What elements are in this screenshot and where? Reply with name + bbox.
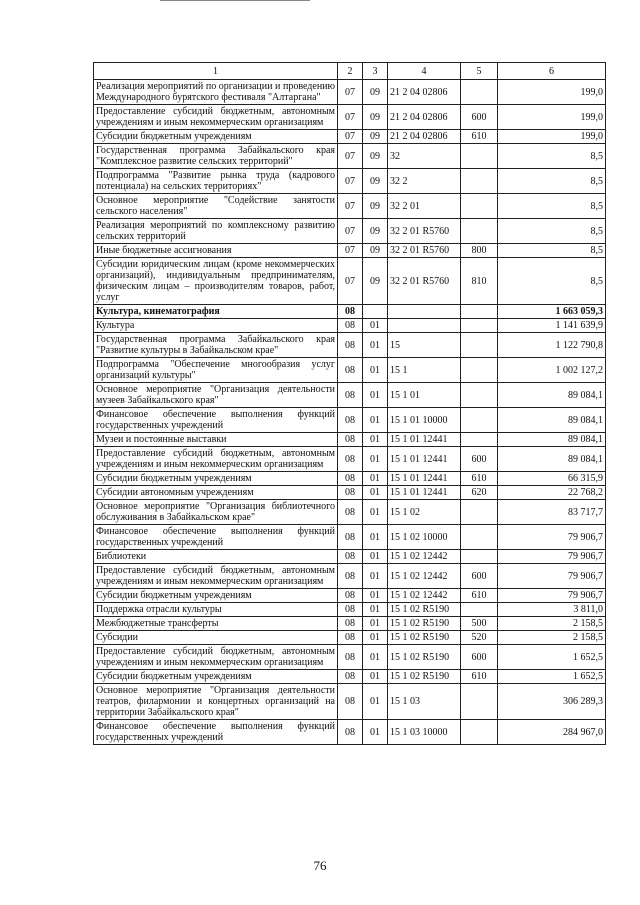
table-row (94, 219, 606, 244)
row-subsection: 01 (363, 486, 388, 500)
row-subsection (363, 305, 388, 319)
row-expense-type: 610 (461, 589, 498, 603)
row-subsection: 01 (363, 670, 388, 684)
table-row (94, 105, 606, 130)
row-amount: 3 811,0 (498, 603, 606, 617)
table-row (94, 486, 606, 500)
row-expense-type: 600 (461, 564, 498, 589)
row-target-code: 15 1 02 R5190 (388, 670, 461, 684)
row-name: Субсидии бюджетным учреждениям (94, 589, 338, 603)
row-name: Иные бюджетные ассигнования (94, 244, 338, 258)
row-target-code: 15 1 (388, 358, 461, 383)
row-name: Межбюджетные трансферты (94, 617, 338, 631)
row-name: Субсидии юридическим лицам (кроме некоммерческих организаций), индивидуальным предпринимателям, физическим лицам – производителям товаров, работ, услуг (94, 258, 338, 305)
table-row (94, 720, 606, 745)
row-target-code: 15 1 01 10000 (388, 408, 461, 433)
row-target-code: 15 1 02 10000 (388, 525, 461, 550)
row-amount: 2 158,5 (498, 631, 606, 645)
row-name: Субсидии бюджетным учреждениям (94, 472, 338, 486)
row-amount: 79 906,7 (498, 525, 606, 550)
table-row (94, 80, 606, 105)
row-expense-type: 600 (461, 645, 498, 670)
row-subsection: 09 (363, 258, 388, 305)
row-amount: 1 652,5 (498, 670, 606, 684)
table-row (94, 447, 606, 472)
row-section: 08 (338, 720, 363, 745)
header-col-2: 2 (338, 63, 363, 80)
row-expense-type: 610 (461, 472, 498, 486)
header-col-3: 3 (363, 63, 388, 80)
row-target-code: 15 1 01 12441 (388, 472, 461, 486)
row-target-code: 15 1 02 12442 (388, 550, 461, 564)
row-section: 08 (338, 305, 363, 319)
row-subsection: 09 (363, 194, 388, 219)
row-name: Библиотеки (94, 550, 338, 564)
row-subsection: 01 (363, 383, 388, 408)
row-expense-type: 520 (461, 631, 498, 645)
row-name: Финансовое обеспечение выполнения функций государственных учреждений (94, 408, 338, 433)
row-amount: 199,0 (498, 105, 606, 130)
row-name: Финансовое обеспечение выполнения функций государственных учреждений (94, 525, 338, 550)
row-amount: 199,0 (498, 130, 606, 144)
row-target-code: 15 1 01 12441 (388, 433, 461, 447)
row-expense-type: 800 (461, 244, 498, 258)
row-section: 08 (338, 564, 363, 589)
row-name: Музеи и постоянные выставки (94, 433, 338, 447)
row-target-code: 21 2 04 02806 (388, 130, 461, 144)
row-section: 07 (338, 130, 363, 144)
row-subsection: 09 (363, 219, 388, 244)
header-col-4: 4 (388, 63, 461, 80)
row-expense-type: 810 (461, 258, 498, 305)
table-row (94, 144, 606, 169)
row-target-code: 32 2 (388, 169, 461, 194)
row-expense-type (461, 500, 498, 525)
row-target-code: 15 1 03 10000 (388, 720, 461, 745)
row-amount: 79 906,7 (498, 564, 606, 589)
row-section: 08 (338, 645, 363, 670)
row-section: 07 (338, 80, 363, 105)
table-row (94, 319, 606, 333)
row-subsection: 01 (363, 358, 388, 383)
row-amount: 1 141 639,9 (498, 319, 606, 333)
row-section: 08 (338, 525, 363, 550)
row-target-code: 15 1 01 (388, 383, 461, 408)
row-section: 08 (338, 500, 363, 525)
row-amount: 1 122 790,8 (498, 333, 606, 358)
row-subsection: 01 (363, 617, 388, 631)
row-target-code (388, 305, 461, 319)
row-target-code: 32 2 01 R5760 (388, 258, 461, 305)
row-section: 07 (338, 144, 363, 169)
row-amount: 199,0 (498, 80, 606, 105)
row-name: Предоставление субсидий бюджетным, автономным учреждениям и иным некоммерческим организациям (94, 105, 338, 130)
row-name: Реализация мероприятий по организации и проведению Международного бурятского фестиваля "Алтаргана" (94, 80, 338, 105)
row-subsection: 01 (363, 684, 388, 720)
row-target-code: 15 1 02 12442 (388, 589, 461, 603)
row-target-code: 32 2 01 R5760 (388, 219, 461, 244)
row-section: 08 (338, 447, 363, 472)
table-row (94, 305, 606, 319)
row-name: Подпрограмма "Развитие рынка труда (кадрового потенциала) на сельских территориях" (94, 169, 338, 194)
row-amount: 8,5 (498, 244, 606, 258)
row-amount: 79 906,7 (498, 589, 606, 603)
row-target-code: 15 1 01 12441 (388, 447, 461, 472)
row-target-code: 15 1 02 12442 (388, 564, 461, 589)
row-target-code: 15 1 02 R5190 (388, 617, 461, 631)
table-row (94, 603, 606, 617)
row-expense-type (461, 383, 498, 408)
row-subsection: 09 (363, 130, 388, 144)
row-amount: 89 084,1 (498, 408, 606, 433)
row-name: Основное мероприятие "Организация деятельности музеев Забайкальского края" (94, 383, 338, 408)
row-name: Субсидии бюджетным учреждениям (94, 130, 338, 144)
row-section: 07 (338, 169, 363, 194)
header-row (94, 63, 606, 80)
row-name: Предоставление субсидий бюджетным, автономным учреждениям и иным некоммерческим организациям (94, 447, 338, 472)
row-subsection: 01 (363, 645, 388, 670)
page-number: 76 (313, 858, 327, 873)
row-name: Субсидии бюджетным учреждениям (94, 670, 338, 684)
row-subsection: 01 (363, 319, 388, 333)
row-section: 08 (338, 589, 363, 603)
table-row (94, 130, 606, 144)
row-subsection: 01 (363, 472, 388, 486)
row-section: 08 (338, 358, 363, 383)
row-section: 08 (338, 670, 363, 684)
row-target-code: 15 1 02 R5190 (388, 645, 461, 670)
row-amount: 8,5 (498, 258, 606, 305)
row-target-code: 21 2 04 02806 (388, 80, 461, 105)
table-row (94, 472, 606, 486)
row-section: 08 (338, 319, 363, 333)
row-section: 08 (338, 550, 363, 564)
table-row (94, 550, 606, 564)
row-name: Субсидии (94, 631, 338, 645)
row-name: Культура, кинематография (94, 305, 338, 319)
row-amount: 306 289,3 (498, 684, 606, 720)
row-target-code: 32 2 01 R5760 (388, 244, 461, 258)
row-name: Поддержка отрасли культуры (94, 603, 338, 617)
row-expense-type: 600 (461, 447, 498, 472)
table-row (94, 684, 606, 720)
table-body (94, 80, 606, 745)
row-section: 07 (338, 194, 363, 219)
row-target-code: 21 2 04 02806 (388, 105, 461, 130)
row-subsection: 01 (363, 333, 388, 358)
table-row (94, 333, 606, 358)
row-subsection: 01 (363, 433, 388, 447)
row-subsection: 09 (363, 105, 388, 130)
row-subsection: 01 (363, 564, 388, 589)
row-amount: 89 084,1 (498, 447, 606, 472)
row-target-code: 15 1 01 12441 (388, 486, 461, 500)
table-row (94, 244, 606, 258)
table-row (94, 525, 606, 550)
row-target-code: 15 1 02 (388, 500, 461, 525)
row-expense-type (461, 305, 498, 319)
row-amount: 79 906,7 (498, 550, 606, 564)
row-name: Основное мероприятие "Содействие занятости сельского населения" (94, 194, 338, 219)
row-subsection: 09 (363, 144, 388, 169)
row-subsection: 01 (363, 631, 388, 645)
table-row (94, 670, 606, 684)
row-name: Субсидии автономным учреждениям (94, 486, 338, 500)
row-subsection: 01 (363, 550, 388, 564)
row-expense-type: 620 (461, 486, 498, 500)
row-expense-type (461, 333, 498, 358)
table-row (94, 383, 606, 408)
row-name: Подпрограмма "Обеспечение многообразия услуг организаций культуры" (94, 358, 338, 383)
row-amount: 2 158,5 (498, 617, 606, 631)
row-expense-type (461, 525, 498, 550)
table-row (94, 564, 606, 589)
table-row (94, 500, 606, 525)
row-amount: 8,5 (498, 219, 606, 244)
row-subsection: 09 (363, 169, 388, 194)
table-row (94, 194, 606, 219)
row-expense-type: 600 (461, 105, 498, 130)
row-section: 08 (338, 472, 363, 486)
row-subsection: 09 (363, 80, 388, 105)
row-amount: 83 717,7 (498, 500, 606, 525)
row-name: Реализация мероприятий по комплексному развитию сельских территорий (94, 219, 338, 244)
row-section: 08 (338, 684, 363, 720)
row-section: 08 (338, 631, 363, 645)
row-expense-type (461, 169, 498, 194)
row-expense-type (461, 720, 498, 745)
row-amount: 89 084,1 (498, 383, 606, 408)
row-section: 07 (338, 105, 363, 130)
table-row (94, 258, 606, 305)
row-section: 08 (338, 383, 363, 408)
row-expense-type (461, 144, 498, 169)
table-row (94, 169, 606, 194)
row-name: Государственная программа Забайкальского края "Комплексное развитие сельских территорий" (94, 144, 338, 169)
row-subsection: 01 (363, 720, 388, 745)
row-expense-type (461, 319, 498, 333)
table-row (94, 358, 606, 383)
row-section: 08 (338, 603, 363, 617)
row-name: Культура (94, 319, 338, 333)
row-expense-type: 610 (461, 130, 498, 144)
row-amount: 284 967,0 (498, 720, 606, 745)
row-amount: 1 002 127,2 (498, 358, 606, 383)
row-amount: 66 315,9 (498, 472, 606, 486)
row-subsection: 09 (363, 244, 388, 258)
row-subsection: 01 (363, 603, 388, 617)
row-amount: 8,5 (498, 144, 606, 169)
row-amount: 8,5 (498, 169, 606, 194)
row-target-code: 15 1 03 (388, 684, 461, 720)
row-expense-type (461, 358, 498, 383)
row-amount: 22 768,2 (498, 486, 606, 500)
row-section: 07 (338, 219, 363, 244)
row-subsection: 01 (363, 408, 388, 433)
row-expense-type (461, 80, 498, 105)
row-amount: 1 663 059,3 (498, 305, 606, 319)
row-name: Государственная программа Забайкальского края "Развитие культуры в Забайкальском крае" (94, 333, 338, 358)
row-expense-type (461, 219, 498, 244)
row-name: Основное мероприятие "Организация деятельности театров, филармонии и концертных организаций на территории Забайкальского края" (94, 684, 338, 720)
table-row (94, 631, 606, 645)
row-target-code: 15 (388, 333, 461, 358)
row-target-code (388, 319, 461, 333)
row-expense-type: 500 (461, 617, 498, 631)
header-col-6: 6 (498, 63, 606, 80)
row-section: 08 (338, 433, 363, 447)
row-name: Основное мероприятие "Организация библиотечного обслуживания в Забайкальском крае" (94, 500, 338, 525)
row-name: Предоставление субсидий бюджетным, автономным учреждениям и иным некоммерческим организациям (94, 645, 338, 670)
table-row (94, 645, 606, 670)
row-amount: 89 084,1 (498, 433, 606, 447)
row-expense-type (461, 408, 498, 433)
row-expense-type: 610 (461, 670, 498, 684)
row-amount: 1 652,5 (498, 645, 606, 670)
budget-table (93, 62, 606, 745)
row-expense-type (461, 194, 498, 219)
top-rule (160, 0, 310, 1)
row-subsection: 01 (363, 500, 388, 525)
row-section: 08 (338, 408, 363, 433)
row-amount: 8,5 (498, 194, 606, 219)
row-expense-type (461, 603, 498, 617)
row-expense-type (461, 433, 498, 447)
row-subsection: 01 (363, 589, 388, 603)
table-row (94, 617, 606, 631)
header-col-5: 5 (461, 63, 498, 80)
row-section: 08 (338, 333, 363, 358)
table-row (94, 589, 606, 603)
table-row (94, 433, 606, 447)
header-col-1: 1 (94, 63, 338, 80)
row-expense-type (461, 684, 498, 720)
row-section: 08 (338, 617, 363, 631)
row-section: 07 (338, 244, 363, 258)
table-row (94, 408, 606, 433)
row-target-code: 15 1 02 R5190 (388, 603, 461, 617)
row-subsection: 01 (363, 525, 388, 550)
row-name: Финансовое обеспечение выполнения функций государственных учреждений (94, 720, 338, 745)
row-section: 07 (338, 258, 363, 305)
row-name: Предоставление субсидий бюджетным, автономным учреждениям и иным некоммерческим организациям (94, 564, 338, 589)
row-target-code: 32 2 01 (388, 194, 461, 219)
row-target-code: 32 (388, 144, 461, 169)
row-expense-type (461, 550, 498, 564)
row-section: 08 (338, 486, 363, 500)
row-target-code: 15 1 02 R5190 (388, 631, 461, 645)
row-subsection: 01 (363, 447, 388, 472)
